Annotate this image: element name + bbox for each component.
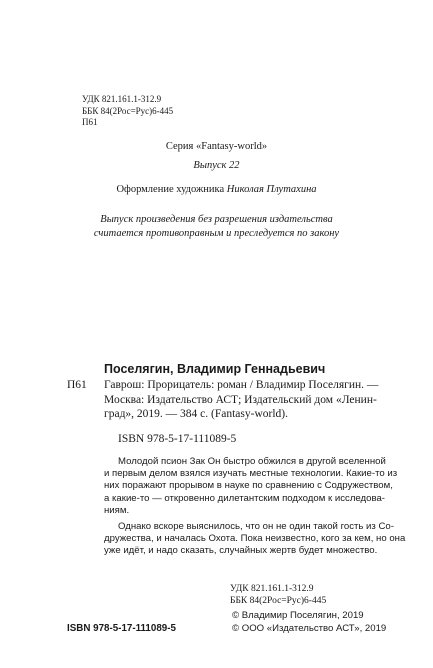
bib-line: Гаврош: Прорицатель: роман / Владимир Поселягин. —	[104, 379, 379, 391]
design-credit-prefix: Оформление художника	[116, 184, 225, 195]
udk-code: УДК 821.161.1-312.9	[230, 584, 314, 594]
annotation-para-2	[104, 521, 405, 558]
annotation-line: Однако вскоре выяснилось, что он не один такой гость из Со-	[118, 521, 394, 532]
annotation-line: уже идёт, и надо сказать, случайных жертв будет множество.	[104, 545, 378, 557]
top-classification	[82, 94, 173, 129]
annotation-line: а какие-то — откровенно дилетантским подходом к исследова-	[104, 492, 385, 504]
design-credit	[0, 184, 433, 195]
bbk-code: ББК 84(2Рос=Рус)6-445	[230, 596, 327, 606]
bib-description	[104, 378, 378, 422]
footer-copyrights	[232, 610, 386, 635]
bib-line: град», 2019. — 384 с. (Fantasy-world).	[104, 408, 288, 420]
bib-line: Москва: Издательство АСТ; Издательский дом «Ленин-	[104, 393, 377, 406]
author-sign: П61	[82, 117, 98, 127]
annotation-line: дружества, и началась Охота. Пока неизвестно, кого за кем, но она	[104, 533, 406, 545]
bbk-code: ББК 84(2Рос=Рус)6-445	[82, 105, 174, 116]
udk-code: УДК 821.161.1-312.9	[82, 94, 162, 104]
annotation-line: них поражают прорывом в науке по сравнению с Содружеством,	[104, 480, 393, 492]
design-credit-artist: Николая Плутахина	[226, 184, 317, 195]
footer-isbn: ISBN 978-5-17-111089-5	[67, 623, 176, 634]
annotation-line: ниям.	[104, 504, 130, 516]
annotation-line: Молодой псион Зак Он быстро обжился в другой вселенной	[118, 456, 386, 467]
bib-sign: П61	[67, 379, 87, 391]
annotation-para-1	[104, 456, 397, 517]
copyright-warning-1: Выпуск произведения без разрешения издательства	[100, 214, 333, 225]
copyright-warning-2: считается противоправным и преследуется по закону	[93, 228, 340, 239]
copyright-publisher: © ООО «Издательство АСТ», 2019	[232, 622, 387, 634]
bib-isbn: ISBN 978-5-17-111089-5	[118, 433, 237, 445]
bib-author: Поселягин, Владимир Геннадьевич	[104, 362, 326, 376]
series-line: Серия «Fantasy-world»	[165, 141, 268, 152]
series-issue: Выпуск 22	[193, 160, 240, 171]
annotation-line: и первым делом взялся изучать местные технологии. Какие-то из	[104, 468, 398, 480]
copyright-author: © Владимир Поселягин, 2019	[232, 610, 364, 621]
bottom-classification	[230, 583, 326, 607]
